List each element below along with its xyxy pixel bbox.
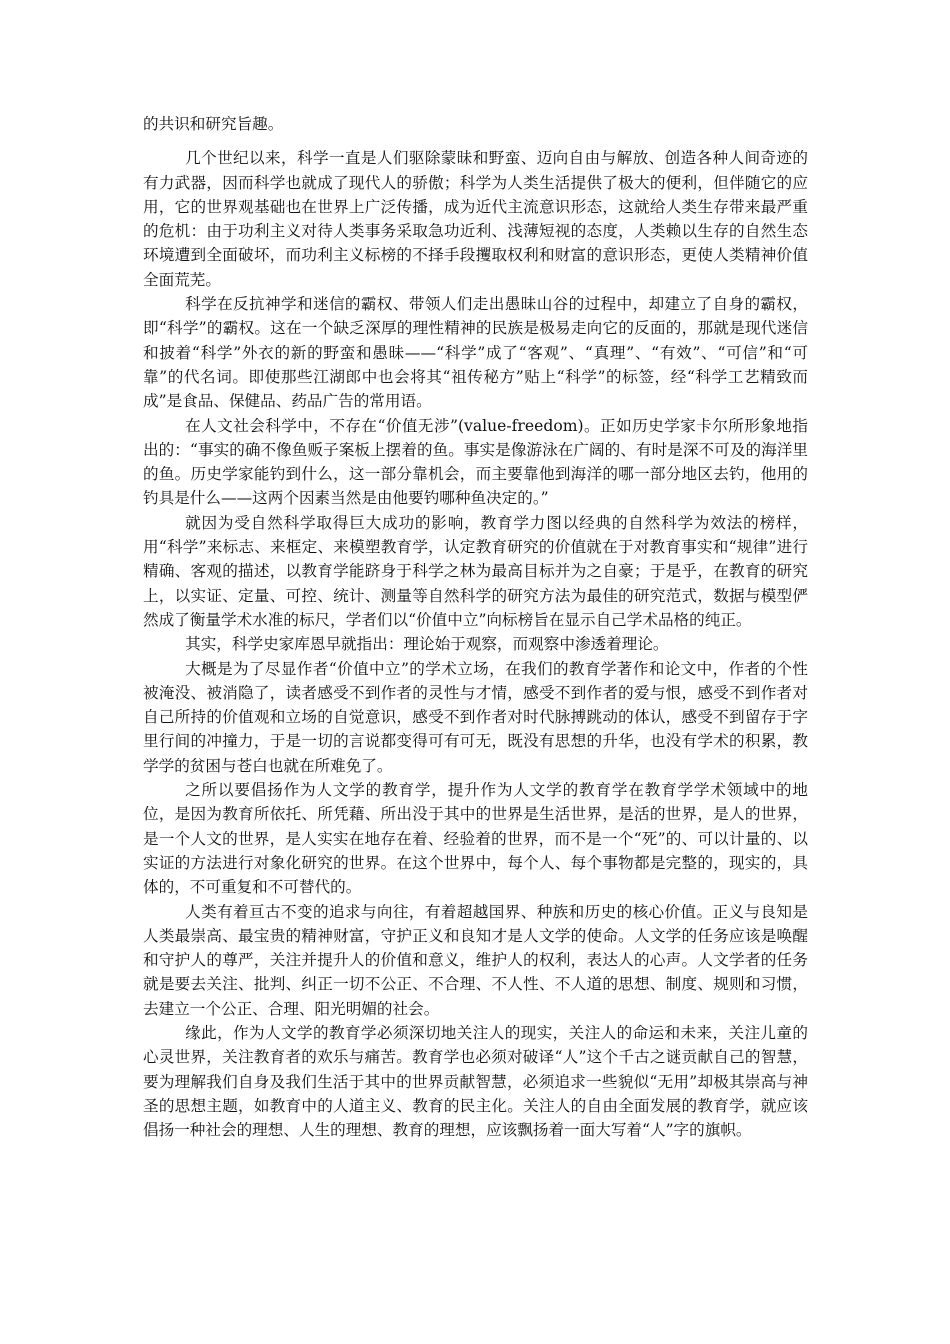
paragraph-core-values: 人类有着亘古不变的追求与向往，有着超越国界、种族和历史的核心价值。正义与良知是人类最崇高、最宝贵的精神财富，守护正义和良知才是人文学的使命。人文学的任务应该是唤醒和守护人的尊严，关注并提升人的价值和意义，维护人的权利，表达人的心声。人文学者的任务就是要去关注、批判、纠正一切不公正、不合理、不人性、不人道的思想、制度、规则和习惯，去建立一个公正、合理、阳光明媚的社会。 (143, 902, 808, 1018)
paragraph-conclusion: 缘此，作为人文学的教育学必须深切地关注人的现实，关注人的命运和未来，关注儿童的心灵世界，关注教育者的欢乐与痛苦。教育学也必须对破译“人”这个千古之谜贡献自己的智慧，要为理解我们自身及我们生活于其中的世界贡献智慧，必须追求一些貌似“无用”却极其崇高与神圣的思想主题，如教育中的人道主义、教育的民主化。关注人的自由全面发展的教育学，就应该倡扬一种社会的理想、人生的理想、教育的理想，应该飘扬着一面大写着“人”字的旗帜。 (143, 1023, 808, 1140)
document-body (143, 112, 808, 1142)
paragraph-kuhn: 其实，科学史家库恩早就指出：理论始于观察，而观察中渗透着理论。 (185, 635, 669, 654)
paragraph-pedagogy-science: 就因为受自然科学取得巨大成功的影响，教育学力图以经典的自然科学为效法的榜样，用“科学”来标志、来框定、来模塑教育学，认定教育研究的价值就在于对教育事实和“规律”进行精确、客观的描述，以教育学能跻身于科学之林为最高目标并为之自豪；于是乎，在教育的研究上，以实证、定量、可控、统计、测量等自然科学的研究方法为最佳的研究范式，数据与模型俨然成了衡量学术水准的标尺，学者们以“价值中立”向标榜旨在显示自己学术品格的纯正。 (143, 513, 808, 629)
paragraph-humanities-pedagogy: 之所以要倡扬作为人文学的教育学，提升作为人文学的教育学在教育学学术领域中的地位，是因为教育所依托、所凭藉、所出没于其中的世界是生活世界，是活的世界，是人的世界，是一个人文的世界，是人实实在地存在着、经验着的世界，而不是一个“死”的、可以计量的、以实证的方法进行对象化研究的世界。在这个世界中，每个人、每个事物都是完整的，现实的，具体的，不可重复和不可替代的。 (143, 781, 808, 897)
paragraph-value-freedom: 在人文社会科学中，不存在“价值无涉”(value-freedom)。正如历史学家卡尔所形象地指出的：“事实的确不像鱼贩子案板上摆着的鱼。事实是像游泳在广阔的、有时是深不可及的海洋里的鱼。历史学家能钓到什么，这一部分靠机会，而主要靠他到海洋的哪一部分地区去钓，他用的钓具是什么——这两个因素当然是由他要钓哪种鱼决定的。” (143, 416, 808, 508)
paragraph-science-weapon: 几个世纪以来，科学一直是人们驱除蒙昧和野蛮、迈向自由与解放、创造各种人间奇迹的有力武器，因而科学也就成了现代人的骄傲；科学为人类生活提供了极大的便利，但伴随它的应用，它的世界观基础也在世界上广泛传播，成为近代主流意识形态，这就给人类生存带来最严重的危机：由于功利主义对待人类事务采取急功近利、浅薄短视的态度，人类赖以生存的自然生态环境遭到全面破坏，而功利主义标榜的不择手段攫取权利和财富的意识形态，更使人类精神价值全面荒芜。 (143, 149, 808, 289)
paragraph-science-hegemony: 科学在反抗神学和迷信的霸权、带领人们走出愚昧山谷的过程中，却建立了自身的霸权，即“科学”的霸权。这在一个缺乏深厚的理性精神的民族是极易走向它的反面的，那就是现代迷信和披着“科学”外衣的新的野蛮和愚昧——“科学”成了“客观”、“真理”、“有效”、“可信”和“可靠”的代名词。即使那些江湖郎中也会将其“祖传秘方”贴上“科学”的标签，经“科学工艺精致而成”是食品、保健品、药品广告的常用语。 (143, 295, 808, 411)
paragraph-value-neutral: 大概是为了尽显作者“价值中立”的学术立场，在我们的教育学著作和论文中，作者的个性被淹没、被消隐了，读者感受不到作者的灵性与才情，感受不到作者的爱与恨，感受不到作者对自己所持的价值观和立场的自觉意识，感受不到作者对时代脉搏跳动的体认，感受不到留存于字里行间的冲撞力，于是一切的言说都变得可有可无，既没有思想的升华，也没有学术的积累，教学学的贫困与苍白也就在所难免了。 (143, 659, 808, 775)
paragraph-continuation: 的共识和研究旨趣。 (143, 115, 284, 133)
